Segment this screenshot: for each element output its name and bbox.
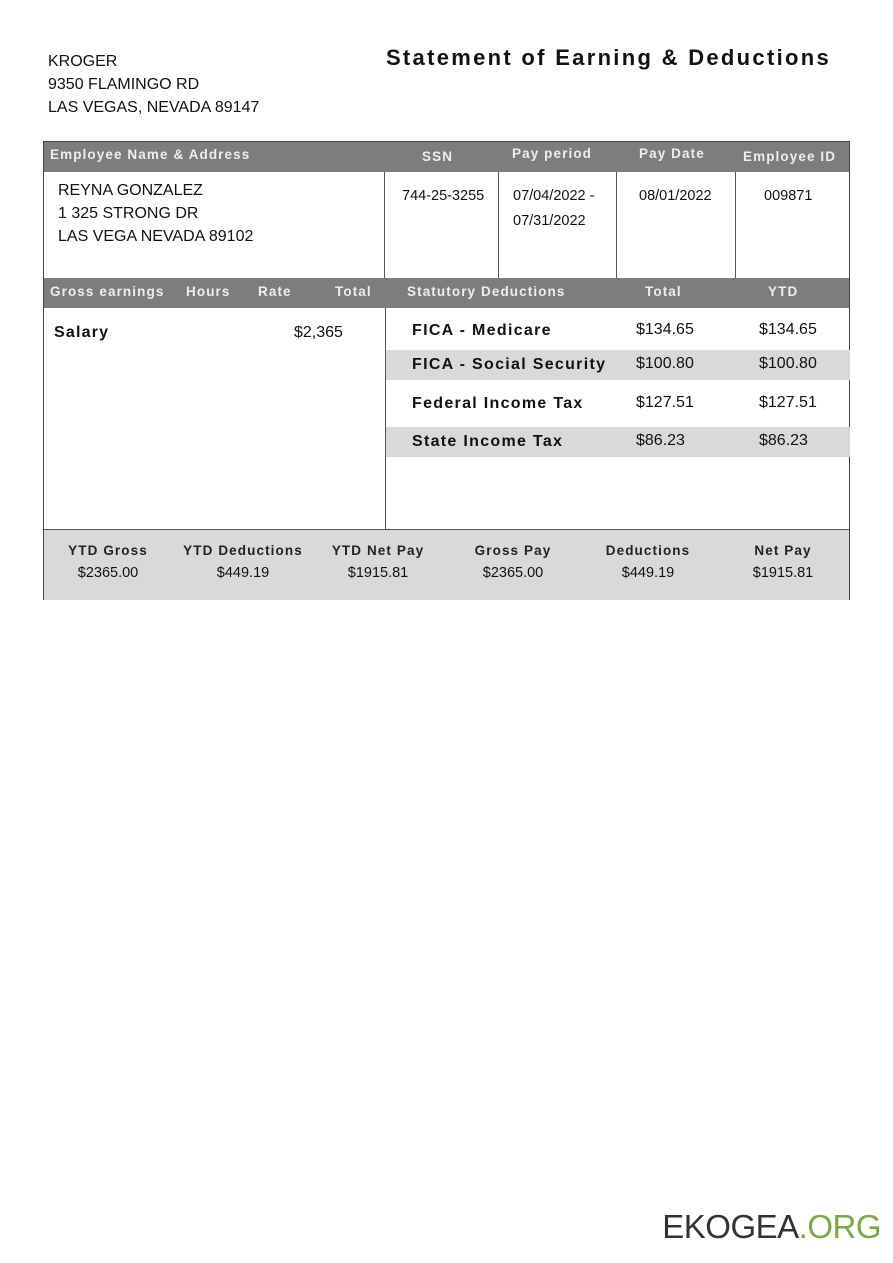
employee-name-address (58, 179, 253, 248)
pay-period-end: 07/31/2022 (513, 213, 586, 229)
deduction-total: $86.23 (636, 432, 685, 449)
header-earnings-total: Total (335, 284, 372, 299)
deduction-total: $100.80 (636, 355, 694, 372)
summary-gross-pay (475, 542, 552, 582)
header-employee-id: Employee ID (743, 149, 837, 164)
header-rate: Rate (258, 284, 292, 299)
summary-label: YTD Net Pay (331, 543, 425, 558)
employer-address-line2: LAS VEGAS, NEVADA 89147 (48, 99, 260, 116)
summary-ytd-deductions (183, 542, 303, 582)
deduction-name: State Income Tax (412, 433, 564, 450)
earnings-deductions-header-row (44, 278, 849, 308)
summary-deductions (606, 542, 691, 582)
deduction-row (386, 389, 850, 419)
employee-name: REYNA GONZALEZ (58, 182, 203, 199)
statement-title: Statement of Earning & Deductions (385, 45, 831, 70)
summary-value: $2365.00 (77, 565, 139, 581)
employer-address-line1: 9350 FLAMINGO RD (48, 76, 200, 93)
summary-value: $449.19 (216, 565, 270, 581)
header-statutory-deductions: Statutory Deductions (407, 284, 566, 299)
header-employee-name-address: Employee Name & Address (50, 147, 251, 162)
summary-value: $2365.00 (482, 565, 544, 581)
pay-summary-row (44, 529, 849, 600)
summary-ytd-net-pay (332, 542, 424, 582)
earnings-salary-label: Salary (54, 324, 110, 341)
summary-net-pay (753, 542, 813, 582)
employee-ssn: 744-25-3255 (402, 188, 485, 204)
deduction-row (386, 316, 850, 346)
header-gross-earnings: Gross earnings (50, 284, 165, 299)
earnings-salary-total: $2,365 (294, 324, 343, 341)
summary-label: YTD Deductions (183, 543, 303, 558)
summary-value: $1915.81 (347, 565, 409, 581)
pay-stub-table (43, 141, 850, 600)
summary-label: Net Pay (754, 543, 812, 558)
ekogea-logo (662, 1208, 881, 1246)
employee-address-line1: 1 325 STRONG DR (58, 205, 199, 222)
deduction-ytd: $100.80 (759, 355, 817, 372)
divider (498, 172, 499, 278)
header-pay-period: Pay period (512, 146, 593, 161)
summary-label: YTD Gross (68, 543, 148, 558)
header-hours: Hours (186, 284, 231, 299)
deduction-name: FICA - Social Security (412, 356, 607, 373)
employer-block (48, 50, 259, 119)
summary-value: $449.19 (621, 565, 675, 581)
deduction-row (386, 427, 850, 457)
brand-name: EKOGEA (662, 1208, 799, 1245)
divider (735, 172, 736, 278)
summary-ytd-gross (68, 542, 148, 582)
deduction-row (386, 350, 850, 380)
employee-id-value: 009871 (764, 188, 813, 204)
brand-tld: .ORG (798, 1208, 881, 1245)
header-ssn: SSN (422, 149, 454, 164)
summary-label: Gross Pay (474, 543, 552, 558)
deduction-ytd: $127.51 (759, 394, 817, 411)
employee-header-row (44, 142, 849, 172)
header-pay-date: Pay Date (639, 146, 705, 161)
deduction-total: $127.51 (636, 394, 694, 411)
header-ytd: YTD (768, 284, 799, 299)
employer-name: KROGER (48, 53, 118, 70)
divider (384, 172, 385, 278)
summary-value: $1915.81 (752, 565, 814, 581)
deduction-total: $134.65 (636, 321, 694, 338)
deduction-ytd: $134.65 (759, 321, 817, 338)
pay-period-start: 07/04/2022 - (513, 188, 595, 204)
deduction-ytd: $86.23 (759, 432, 808, 449)
summary-label: Deductions (605, 543, 691, 558)
deduction-name: FICA - Medicare (412, 322, 552, 339)
deduction-name: Federal Income Tax (412, 395, 584, 412)
employee-address-line2: LAS VEGA NEVADA 89102 (58, 228, 254, 245)
header-deductions-total: Total (645, 284, 682, 299)
pay-date-value: 08/01/2022 (639, 188, 712, 204)
divider (616, 172, 617, 278)
